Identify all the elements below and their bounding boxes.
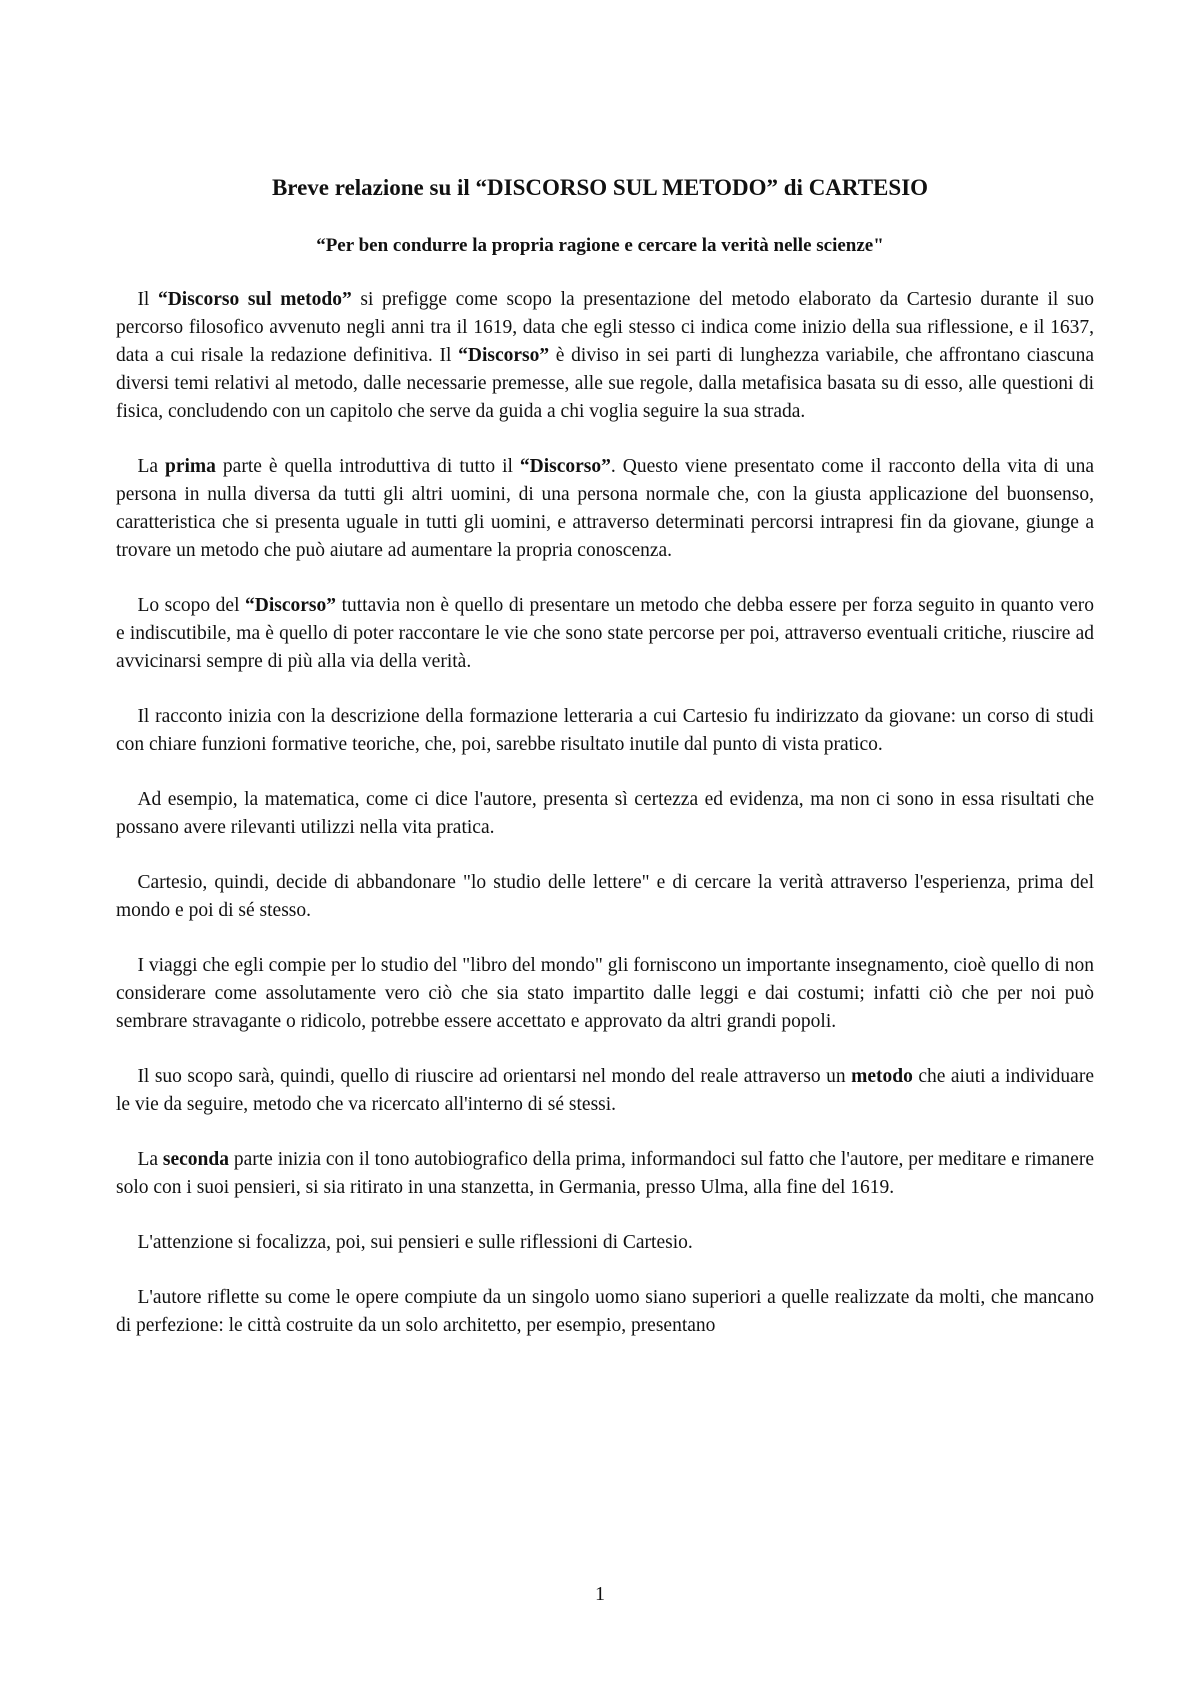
paragraph bbox=[116, 869, 1094, 925]
paragraph-text: parte è quella introduttiva di tutto il bbox=[215, 456, 520, 477]
paragraph-text: Ad esempio, la matematica, come ci dice l'autore, presenta sì certezza ed evidenza, ma non ci sono in essa risultati che possano avere rilevanti utilizzi nella vita pratica. bbox=[116, 789, 1094, 838]
paragraph-text: si prefigge come scopo la presentazione del metodo elaborato da Cartesio durante il suo percorso filosofico avvenuto negli anni tra il 1619, data che egli stesso ci indica come inizio della sua riflessione, e il 1637, data a cui risale la redazione definitiva. Il bbox=[116, 289, 1094, 366]
paragraph-text: La bbox=[137, 1149, 163, 1170]
paragraph-text: La bbox=[137, 456, 165, 477]
bold-phrase: prima bbox=[165, 456, 216, 477]
paragraph-text: Il suo scopo sarà, quindi, quello di riuscire ad orientarsi nel mondo del reale attraverso un bbox=[137, 1066, 852, 1087]
paragraph-text: tuttavia non è quello di presentare un metodo che debba essere per forza seguito in quanto vero e indiscutibile, ma è quello di poter raccontare le vie che sono state percorse per poi, attraverso eventuali critiche, riuscire ad avvicinarsi sempre di più alla via della verità. bbox=[116, 595, 1094, 672]
paragraph bbox=[116, 286, 1094, 426]
paragraph bbox=[116, 592, 1094, 676]
bold-phrase: “Discorso” bbox=[519, 456, 611, 477]
paragraph-text: . Questo viene presentato come il racconto della vita di una persona in nulla diversa da tutti gli altri uomini, di una persona normale che, con la giusta applicazione del buonsenso, caratteristica che si presenta uguale in tutti gli uomini, e attraverso determinati percorsi intrapresi fin da giovane, giunge a trovare un metodo che può aiutare ad aumentare la propria conoscenza. bbox=[116, 456, 1094, 561]
document-body bbox=[116, 286, 1094, 1367]
bold-phrase: seconda bbox=[162, 1149, 229, 1170]
paragraph-text: I viaggi che egli compie per lo studio del "libro del mondo" gli forniscono un importante insegnamento, cioè quello di non considerare come assolutamente vero ciò che sia stato impartito dalle leggi e dai costumi; infatti ciò che per noi può sembrare stravagante o ridicolo, potrebbe essere accettato e approvato da altri grandi popoli. bbox=[116, 955, 1094, 1032]
paragraph-text: L'autore riflette su come le opere compiute da un singolo uomo siano superiori a quelle realizzate da molti, che mancano di perfezione: le città costruite da un solo architetto, per esempio, presentano bbox=[116, 1287, 1094, 1336]
paragraph bbox=[116, 1063, 1094, 1119]
paragraph-text: che aiuti a individuare le vie da seguire, metodo che va ricercato all'interno di sé stessi. bbox=[116, 1066, 1094, 1115]
paragraph bbox=[116, 786, 1094, 842]
bold-phrase: “Discorso” bbox=[458, 345, 550, 366]
paragraph bbox=[116, 703, 1094, 759]
paragraph-text: è diviso in sei parti di lunghezza variabile, che affrontano ciascuna diversi temi relativi al metodo, dalle necessarie premesse, alle sue regole, dalla metafisica basata su di esso, alle questioni di fisica, concludendo con un capitolo che serve da guida a chi voglia seguire la sua strada. bbox=[116, 345, 1094, 422]
document-subtitle: “Per ben condurre la propria ragione e cercare la verità nelle scienze" bbox=[316, 235, 884, 256]
paragraph-text: Il bbox=[137, 289, 158, 310]
paragraph bbox=[116, 1229, 1094, 1257]
paragraph bbox=[116, 453, 1094, 565]
paragraph-text: L'attenzione si focalizza, poi, sui pensieri e sulle riflessioni di Cartesio. bbox=[137, 1232, 693, 1253]
bold-phrase: “Discorso sul metodo” bbox=[157, 289, 352, 310]
paragraph bbox=[116, 1146, 1094, 1202]
paragraph-text: Lo scopo del bbox=[137, 595, 246, 616]
paragraph bbox=[116, 952, 1094, 1036]
paragraph-text: parte inizia con il tono autobiografico della prima, informandoci sul fatto che l'autore, per meditare e rimanere solo con i suoi pensieri, si sia ritirato in una stanzetta, in Germania, presso Ulma, alla fine del 1619. bbox=[116, 1149, 1094, 1198]
bold-phrase: “Discorso” bbox=[245, 595, 337, 616]
paragraph bbox=[116, 1284, 1094, 1340]
page-number: 1 bbox=[595, 1583, 605, 1605]
paragraph-text: Cartesio, quindi, decide di abbandonare "lo studio delle lettere" e di cercare la verità attraverso l'esperienza, prima del mondo e poi di sé stesso. bbox=[116, 872, 1094, 921]
document-title: Breve relazione su il “DISCORSO SUL METODO” di CARTESIO bbox=[271, 175, 929, 200]
paragraph-text: Il racconto inizia con la descrizione della formazione letteraria a cui Cartesio fu indirizzato da giovane: un corso di studi con chiare funzioni formative teoriche, che, poi, sarebbe risultato inutile dal punto di vista pratico. bbox=[116, 706, 1094, 755]
bold-phrase: metodo bbox=[851, 1066, 913, 1087]
